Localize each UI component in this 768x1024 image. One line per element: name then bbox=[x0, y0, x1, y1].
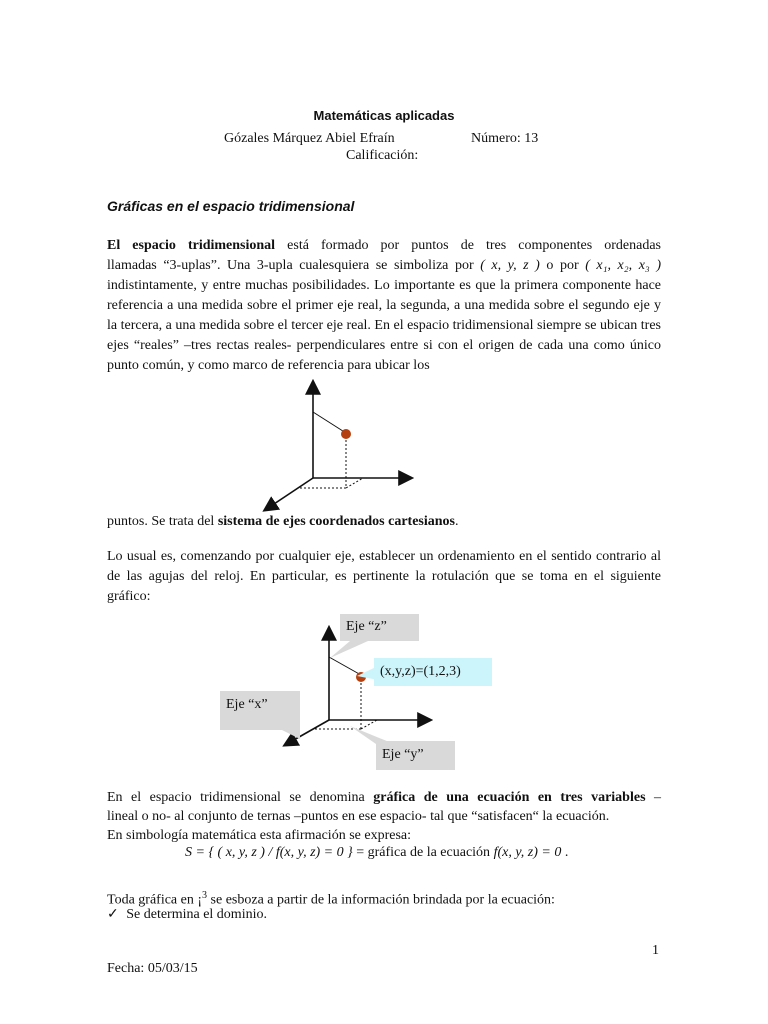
definition-line-3: En simbología matemática esta afirmación se expresa: bbox=[107, 828, 411, 843]
grade-label: Calificación: bbox=[346, 148, 419, 163]
tuple-x123: ( x₁, x₂, x₃ ) bbox=[585, 258, 662, 273]
intro-line-2-mid: o por bbox=[539, 258, 586, 273]
intro-end-period: . bbox=[455, 514, 459, 529]
tuple-xyz: ( x, y, z ) bbox=[480, 258, 540, 273]
formula-end: . bbox=[561, 845, 569, 860]
callout-eje-z: Eje “z” bbox=[340, 614, 419, 641]
formula-middle: = gráfica de la ecuación bbox=[352, 845, 494, 860]
document-title: Matemáticas aplicadas bbox=[313, 108, 455, 123]
tail-x bbox=[282, 730, 300, 739]
section-title: Gráficas en el espacio tridimensional bbox=[107, 198, 355, 214]
bold-term-cartesian: sistema de ejes coordenados cartesianos bbox=[217, 514, 455, 529]
callout-point: (x,y,z)=(1,2,3) bbox=[374, 658, 492, 686]
author-name: Gózales Márquez Abiel Efraín bbox=[224, 131, 395, 146]
set-formula bbox=[185, 845, 568, 861]
definition-line-2: lineal o no- al conjunto de ternas –puntos en ese espacio- tal que “satisfacen“ la ecuación. bbox=[107, 809, 610, 824]
formula-equation: f(x, y, z) = 0 bbox=[493, 845, 562, 860]
paragraph-definition bbox=[107, 788, 661, 845]
real-space-exponent: 3 bbox=[202, 890, 208, 901]
real-space-symbol: ¡ bbox=[197, 892, 203, 908]
sketch-text-start: Toda gráfica en bbox=[107, 892, 198, 908]
bold-term-space: El espacio tridimensional bbox=[107, 238, 276, 253]
callout-eje-x: Eje “x” bbox=[220, 691, 300, 730]
intro-rest: indistintamente, y entre muchas posibilidades. Lo importante es que la primera componente hace referencia a una medida sobre el primer eje real, la segunda, a una medida sobre el segundo eje y la tercera, a una medida sobre el tercer eje real. En el espacio tridimensional siempre se ubican tres ejes “reales” –tres rectas reales- perpendiculares entre si con el origen de cada una como único punto común, y como marco de referencia para ubicar los bbox=[107, 278, 661, 373]
paragraph-orientation: Lo usual es, comenzando por cualquier eje, establecer un ordenamiento en el sentido contrario al de las agujas del reloj. En particular, es pertinente la rotulación que se toma en el siguiente gráfico: bbox=[107, 549, 661, 604]
page-number: 1 bbox=[652, 943, 659, 958]
sketch-text-end: se esboza a partir de la información brindada por la ecuación: bbox=[207, 892, 555, 908]
tail-z bbox=[330, 641, 368, 658]
formula-set: S = { ( x, y, z ) / f(x, y, z) = 0 } bbox=[185, 845, 353, 860]
definition-start: En el espacio tridimensional se denomina bbox=[107, 790, 374, 805]
check-icon: ✓ bbox=[107, 907, 119, 922]
checklist-item bbox=[107, 905, 267, 924]
footer-date: Fecha: 05/03/15 bbox=[107, 961, 198, 976]
bold-term-graph: gráfica de una ecuación en tres variables bbox=[373, 790, 646, 805]
callout-eje-y: Eje “y” bbox=[376, 741, 455, 770]
intro-end-text: puntos. Se trata del bbox=[107, 514, 218, 529]
intro-line-1: está formado por puntos de tres componentes ordenadas bbox=[275, 238, 661, 253]
intro-line-2: llamadas “3-uplas”. Una 3-upla cualesquiera se simboliza por bbox=[107, 258, 474, 273]
student-number: Número: 13 bbox=[471, 131, 539, 146]
definition-dash: – bbox=[645, 790, 662, 805]
checklist-item-text: Se determina el dominio. bbox=[126, 907, 267, 922]
